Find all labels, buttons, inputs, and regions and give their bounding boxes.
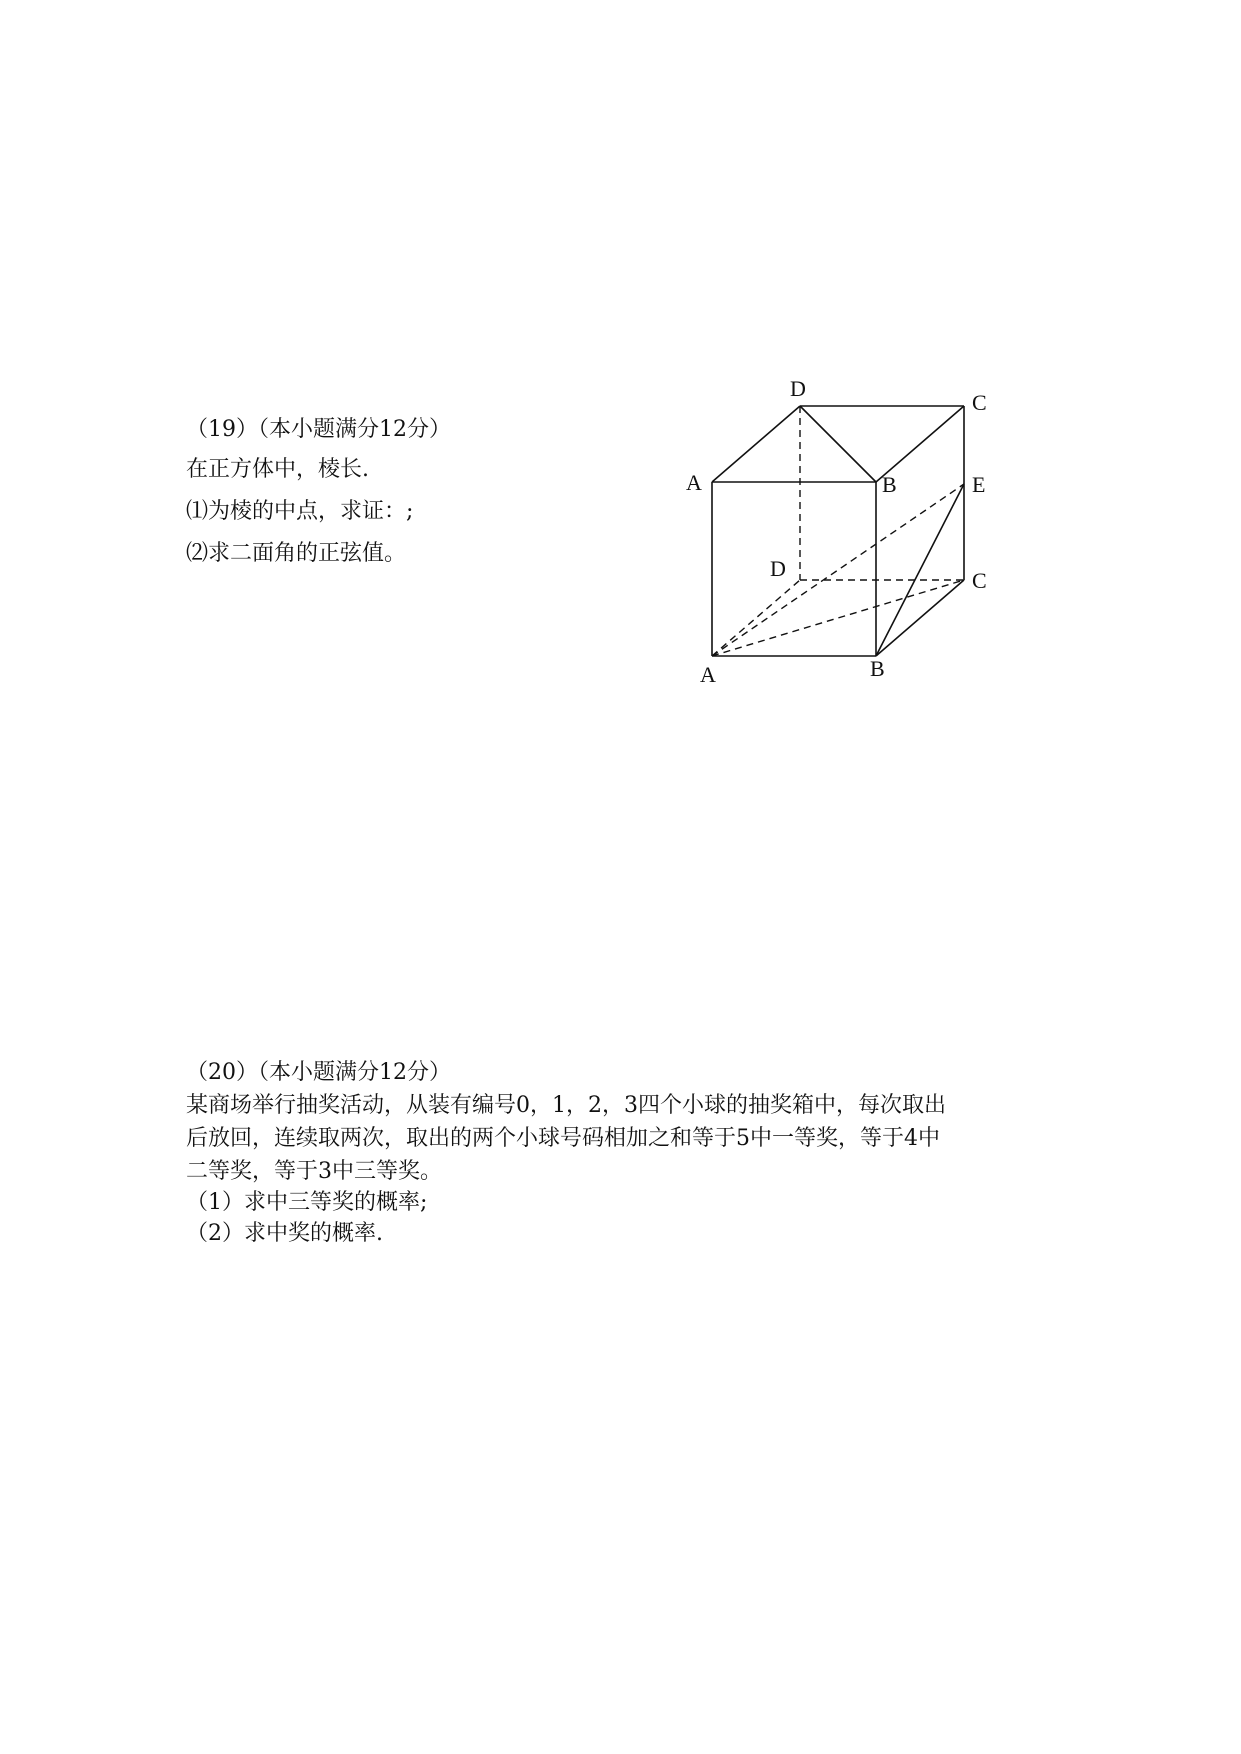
label-d1: D (790, 376, 806, 401)
label-b: B (870, 656, 885, 681)
q19-stem: 在正方体中，棱长. (186, 457, 369, 482)
edge-a-e (712, 484, 964, 656)
edge-a-c (712, 580, 964, 656)
q20-part2: （2）求中奖的概率. (186, 1221, 383, 1246)
q20-line3: 二等奖，等于3中三等奖。 (186, 1159, 442, 1184)
q20-part1: （1）求中三等奖的概率; (186, 1190, 428, 1215)
edge-a-d (712, 580, 800, 656)
edge-b-c (876, 580, 964, 656)
label-e: E (972, 472, 986, 497)
label-c1: C (972, 390, 987, 415)
q19-header: （19）（本小题满分12分） (186, 417, 451, 442)
label-a: A (700, 662, 716, 687)
cube-figure (660, 370, 1000, 690)
edge-a1-d1 (712, 406, 800, 482)
label-c: C (972, 568, 987, 593)
q20-line1: 某商场举行抽奖活动，从装有编号0，1，2，3四个小球的抽奖箱中，每次取出 (186, 1093, 946, 1118)
label-d: D (770, 556, 786, 581)
cube-diagram (660, 370, 1000, 690)
q19-part2: ⑵求二面角的正弦值。 (186, 541, 407, 566)
label-a1: A (686, 470, 702, 495)
edge-b-e (876, 484, 964, 656)
edge-b1-c1 (876, 406, 964, 482)
q20-header: （20）（本小题满分12分） (186, 1060, 451, 1085)
q20-line2: 后放回，连续取两次，取出的两个小球号码相加之和等于5中一等奖，等于4中 (186, 1126, 940, 1151)
edge-d1-b1 (800, 406, 876, 482)
q19-part1: ⑴为棱的中点，求证：; (186, 499, 414, 524)
label-b1: B (882, 472, 897, 497)
